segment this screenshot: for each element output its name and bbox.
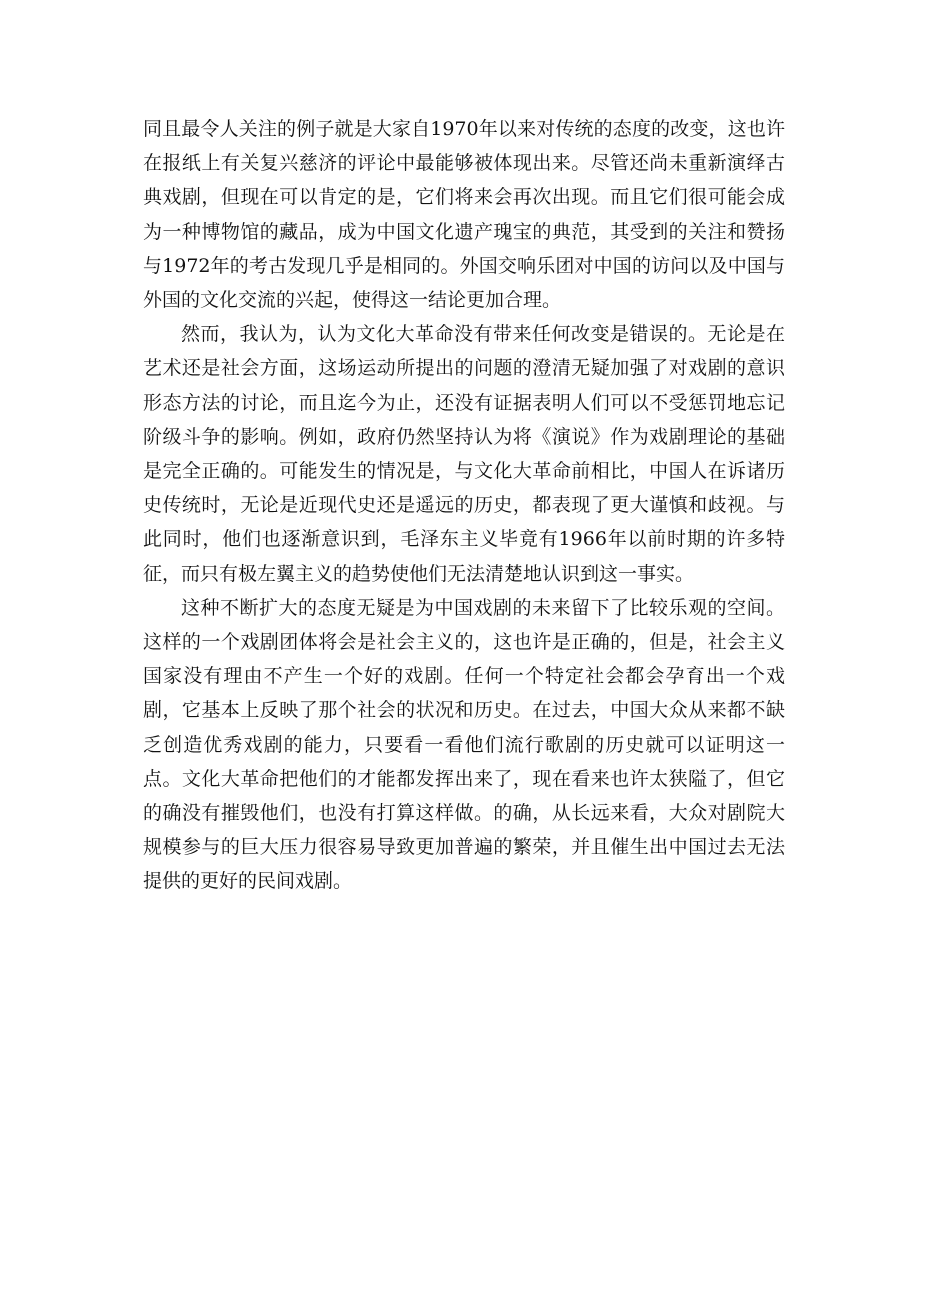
paragraph-3: 这种不断扩大的态度无疑是为中国戏剧的未来留下了比较乐观的空间。这样的一个戏剧团体将会是社会主义的，这也许是正确的，但是，社会主义国家没有理由不产生一个好的戏剧。任何一个特定社会都会孕育出一个戏剧，它基本上反映了那个社会的状况和历史。在过去，中国大众从来都不缺乏创造优秀戏剧的能力，只要看一看他们流行歌剧的历史就可以证明这一点。文化大革命把他们的才能都发挥出来了，现在看来也许太狭隘了，但它的确没有摧毁他们，也没有打算这样做。的确，从长远来看，大众对剧院大规模参与的巨大压力很容易导致更加普遍的繁荣，并且催生出中国过去无法提供的更好的民间戏剧。 — [143, 596, 785, 893]
document-body — [143, 112, 785, 899]
paragraph-1: 同且最令人关注的例子就是大家自1970年以来对传统的态度的改变，这也许在报纸上有关复兴慈济的评论中最能够被体现出来。尽管还尚未重新演绎古典戏剧，但现在可以肯定的是，它们将来会再次出现。而且它们很可能会成为一种博物馆的藏品，成为中国文化遗产瑰宝的典范，其受到的关注和赞扬与1972年的考古发现几乎是相同的。外国交响乐团对中国的访问以及中国与外国的文化交流的兴起，使得这一结论更加合理。 — [143, 118, 785, 312]
paragraph-2: 然而，我认为，认为文化大革命没有带来任何改变是错误的。无论是在艺术还是社会方面，这场运动所提出的问题的澄清无疑加强了对戏剧的意识形态方法的讨论，而且迄今为止，还没有证据表明人们可以不受惩罚地忘记阶级斗争的影响。例如，政府仍然坚持认为将《演说》作为戏剧理论的基础是完全正确的。可能发生的情况是，与文化大革命前相比，中国人在诉诸历史传统时，无论是近现代史还是遥远的历史，都表现了更大谨慎和歧视。与此同时，他们也逐渐意识到，毛泽东主义毕竟有1966年以前时期的许多特征，而只有极左翼主义的趋势使他们无法清楚地认识到这一事实。 — [143, 323, 785, 585]
